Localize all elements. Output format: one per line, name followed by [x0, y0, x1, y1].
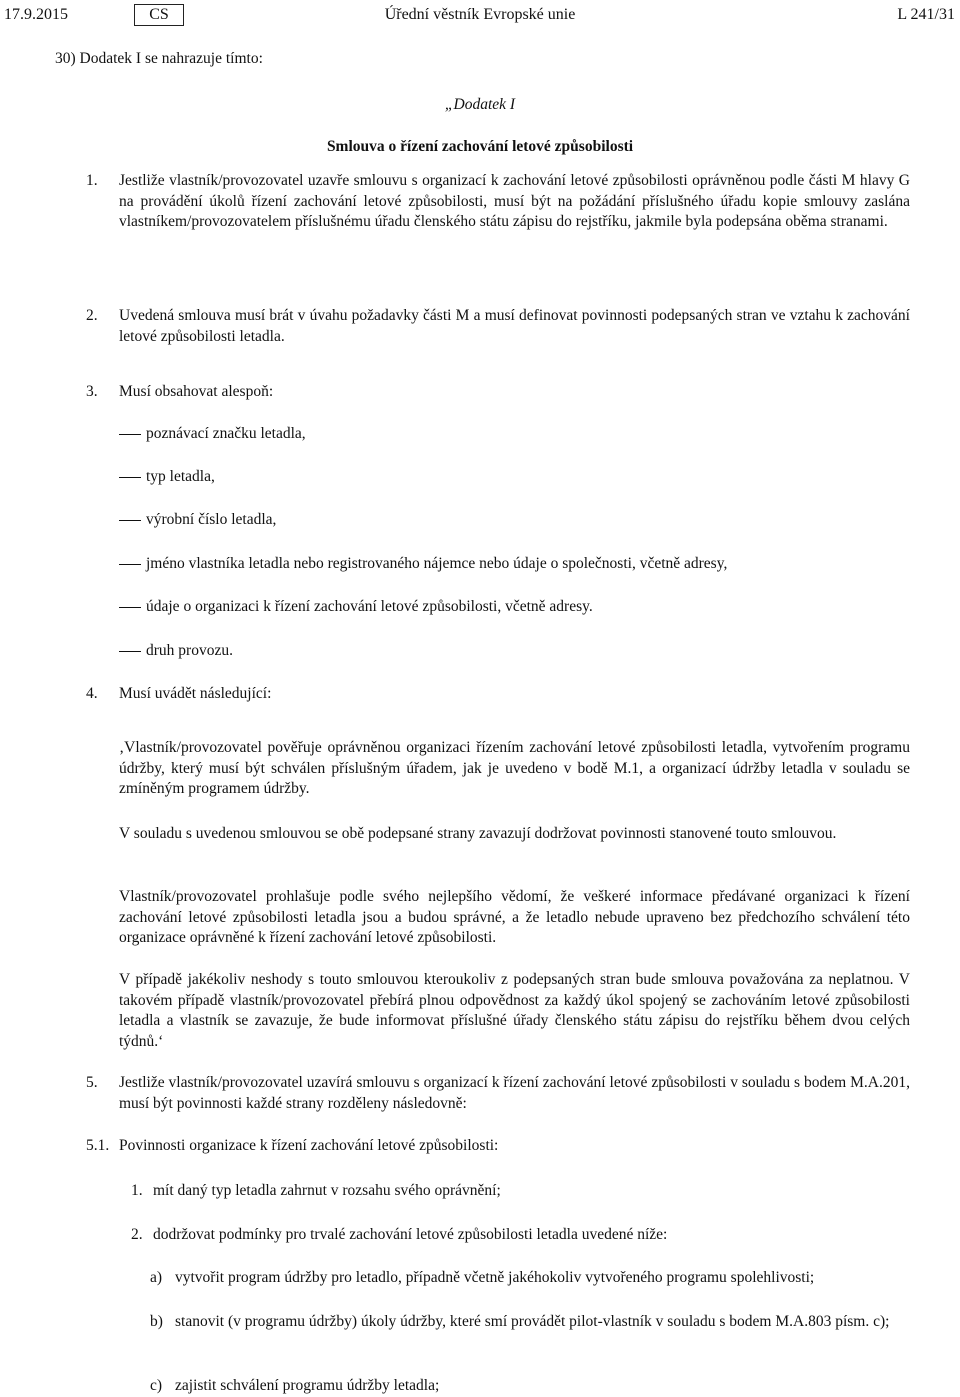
sub-sub-item-letter: c) — [150, 1377, 163, 1394]
point-number: 3. — [86, 383, 98, 400]
quoted-paragraph: V souladu s uvedenou smlouvou se obě podepsané strany zavazují dodržovat povinnosti stanovené touto smlouvou. — [119, 825, 837, 842]
dash-bullet — [119, 651, 141, 652]
document-title: Smlouva o řízení zachování letové způsobilosti — [326, 138, 634, 155]
page-number: L 241/31 — [897, 6, 955, 23]
point-2-text: Uvedená smlouva musí brát v úvahu požadavky části M a musí definovat povinnosti podepsaných stran ve vztahu k zachování letové způsobilosti letadla. — [119, 307, 910, 345]
point-number: 5. — [86, 1074, 98, 1091]
dash-bullet — [119, 520, 141, 521]
point-1-text: Jestliže vlastník/provozovatel uzavře smlouvu s organizací k zachování letové způsobilosti oprávněnou podle části M hlavy G na provádění úkolů řízení zachování letové způsobilosti, musí být na požádání příslušného úřadu kopie smlouvy zaslána vlastníkem/provozovatelem příslušnému úřadu členského státu zápisu do rejstříku, jakmile byla podepsána oběma stranami. — [119, 172, 910, 230]
sub-item-text: mít daný typ letadla zahrnut v rozsahu svého oprávnění; — [153, 1182, 501, 1199]
language-badge: CS — [134, 4, 184, 26]
point-number: 5.1. — [86, 1137, 110, 1154]
dash-bullet — [119, 434, 141, 435]
list-item: údaje o organizaci k řízení zachování letové způsobilosti, včetně adresy. — [146, 598, 593, 615]
point-5-text: Jestliže vlastník/provozovatel uzavírá smlouvu s organizací k řízení zachování letové způsobilosti v souladu s bodem M.A.201, musí být povinnosti každé strany rozděleny následovně: — [119, 1074, 910, 1112]
sub-sub-item-letter: a) — [150, 1269, 163, 1286]
sub-sub-item-text: stanovit (v programu údržby) úkoly údržby, které smí provádět pilot-vlastník v souladu s bodem M.A.803 písm. c); — [175, 1313, 890, 1330]
point-number: 1. — [86, 172, 98, 189]
point-number: 2. — [86, 307, 98, 324]
point-3-text: Musí obsahovat alespoň: — [119, 383, 274, 400]
list-item: druh provozu. — [146, 642, 233, 659]
page-header — [0, 3, 960, 27]
quoted-paragraph: Vlastník/provozovatel prohlašuje podle svého nejlepšího vědomí, že veškeré informace předávané organizaci k řízení zachování letové způsobilosti letadla jsou a budou správné, a že letadlo nebude upraveno bez předchozího schválení této organizace oprávněné k řízení zachování letové způsobilosti. — [119, 888, 910, 946]
point-number: 4. — [86, 685, 98, 702]
list-item: typ letadla, — [146, 468, 215, 485]
sub-sub-item-text: zajistit schválení programu údržby letadla; — [175, 1377, 440, 1394]
list-item: jméno vlastníka letadla nebo registrovaného nájemce nebo údaje o společnosti, včetně adresy, — [146, 555, 728, 572]
annex-label: „Dodatek I — [444, 96, 516, 113]
publication-date: 17.9.2015 — [4, 6, 68, 23]
sub-item-number: 1. — [131, 1182, 143, 1199]
list-item: výrobní číslo letadla, — [146, 511, 277, 528]
quoted-paragraph: ‚Vlastník/provozovatel pověřuje oprávněnou organizaci řízením zachování letové způsobilosti letadla, vytvořením programu údržby, který musí být schválen příslušným úřadem, jak je uvedeno v bodě M.1, a organizací údržby letadla v souladu se zmíněným programem údržby. — [119, 739, 910, 797]
journal-title: Úřední věstník Evropské unie — [384, 6, 576, 23]
sub-sub-item-text: vytvořit program údržby pro letadlo, případně včetně jakéhokoliv vytvořeného programu spolehlivosti; — [175, 1269, 815, 1286]
sub-sub-item-letter: b) — [150, 1313, 163, 1330]
list-item: poznávací značku letadla, — [146, 425, 306, 442]
amendment-intro: 30) Dodatek I se nahrazuje tímto: — [55, 50, 263, 67]
dash-bullet — [119, 564, 141, 565]
quoted-paragraph: V případě jakékoliv neshody s touto smlouvou kteroukoliv z podepsaných stran bude smlouva považována za neplatnou. V takovém případě vlastník/provozovatel přebírá plnou odpovědnost za každý úkol spojený se zachováním letové způsobilosti letadla a vlastník se zavazuje, že bude informovat příslušné úřady členského státu zápisu do rejstříku během dvou celých týdnů.‘ — [119, 971, 910, 1050]
point-4-text: Musí uvádět následující: — [119, 685, 272, 702]
sub-item-text: dodržovat podmínky pro trvalé zachování letové způsobilosti letadla uvedené níže: — [153, 1226, 668, 1243]
dash-bullet — [119, 607, 141, 608]
point-5-1-text: Povinnosti organizace k řízení zachování letové způsobilosti: — [119, 1137, 499, 1154]
dash-bullet — [119, 477, 141, 478]
sub-item-number: 2. — [131, 1226, 143, 1243]
